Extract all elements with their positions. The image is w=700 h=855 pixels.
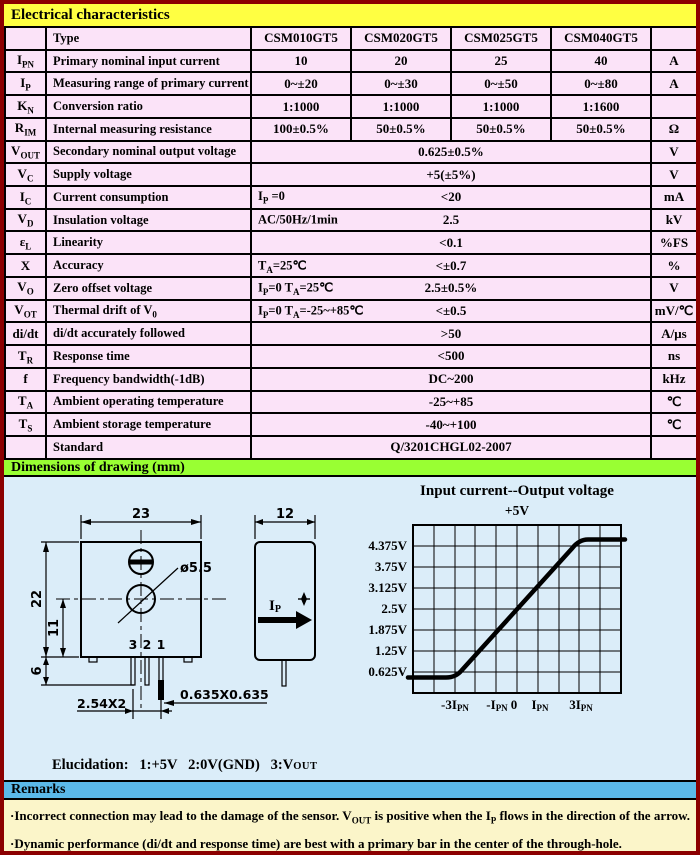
- symbol-cell: $V_{OT}$: [5, 300, 46, 323]
- unit-cell: A/μs: [651, 322, 697, 345]
- value-cell: 1:1600: [551, 95, 651, 118]
- condition-text: $I_P=0$ $T_A=25℃$: [258, 280, 334, 298]
- symbol-cell: $V_D$: [5, 209, 46, 232]
- unit-cell: %FS: [651, 231, 697, 254]
- section-header-remarks: [4, 780, 696, 800]
- parameter-cell: Type: [46, 27, 251, 50]
- unit-cell: kHz: [651, 368, 697, 391]
- parameter-cell: Ambient storage temperature: [46, 413, 251, 436]
- symbol-cell: $T_A$: [5, 391, 46, 414]
- parameter-cell: Frequency bandwidth(-1dB): [46, 368, 251, 391]
- value-cell: 1:1000: [451, 95, 551, 118]
- symbol-cell: $V_C$: [5, 163, 46, 186]
- side-view-drawing: [255, 507, 315, 686]
- electrical-table: [4, 26, 698, 460]
- parameter-cell: Zero offset voltage: [46, 277, 251, 300]
- parameter-cell: Accuracy: [46, 254, 251, 277]
- value-text: +5(±5%): [426, 166, 476, 182]
- value-cell: 0~±80: [551, 72, 651, 95]
- merged-value-cell: [251, 141, 651, 164]
- parameter-cell: Linearity: [46, 231, 251, 254]
- graph-y-axis-labels: [368, 538, 407, 679]
- merged-value-cell: [251, 209, 651, 232]
- table-row: [5, 50, 697, 73]
- dimensions-section: [4, 477, 696, 780]
- merged-value-cell: [251, 345, 651, 368]
- value-cell: 10: [251, 50, 351, 73]
- parameter-cell: di/dt accurately followed: [46, 322, 251, 345]
- unit-cell: V: [651, 141, 697, 164]
- unit-cell: A: [651, 50, 697, 73]
- value-cell: 1:1000: [251, 95, 351, 118]
- merged-value-cell: [251, 186, 651, 209]
- table-row: [5, 27, 697, 50]
- parameter-cell: Response time: [46, 345, 251, 368]
- section-title-dimensions: Dimensions of drawing (mm): [11, 459, 185, 475]
- svg-text:3IPN: 3IPN: [569, 696, 593, 713]
- table-row: [5, 186, 697, 209]
- condition-text: $I_P =0$: [258, 189, 285, 206]
- unit-cell: Ω: [651, 118, 697, 141]
- value-text: Q/3201CHGL02-2007: [390, 439, 512, 455]
- value-cell: 0~±30: [351, 72, 451, 95]
- symbol-cell: X: [5, 254, 46, 277]
- parameter-cell: Ambient operating temperature: [46, 391, 251, 414]
- merged-value-cell: [251, 368, 651, 391]
- value-cell: CSM025GT5: [451, 27, 551, 50]
- table-row: [5, 277, 697, 300]
- symbol-cell: $T_S$: [5, 413, 46, 436]
- symbol-cell: $R_{IM}$: [5, 118, 46, 141]
- merged-value-cell: [251, 436, 651, 459]
- unit-cell: A: [651, 72, 697, 95]
- electrical-table-body: [5, 27, 697, 459]
- io-graph: [368, 483, 625, 713]
- merged-value-cell: [251, 163, 651, 186]
- value-cell: CSM010GT5: [251, 27, 351, 50]
- value-text: <±0.5: [435, 302, 467, 318]
- value-text: DC~200: [428, 371, 474, 387]
- svg-text:-3IPN: -3IPN: [441, 696, 469, 713]
- svg-text:4.375V: 4.375V: [368, 537, 407, 553]
- value-text: -25~+85: [428, 393, 474, 409]
- condition-text: $T_A=25℃$: [258, 257, 307, 275]
- svg-text:-IPN: -IPN: [486, 696, 508, 713]
- table-row: [5, 231, 697, 254]
- unit-cell: [651, 95, 697, 118]
- value-text: <±0.7: [435, 257, 467, 273]
- table-row: [5, 322, 697, 345]
- table-row: [5, 209, 697, 232]
- value-cell: 50±0.5%: [551, 118, 651, 141]
- symbol-cell: $I_{PN}$: [5, 50, 46, 73]
- symbol-cell: f: [5, 368, 46, 391]
- symbol-cell: $\varepsilon_L$: [5, 231, 46, 254]
- svg-text:2.5V: 2.5V: [381, 600, 407, 616]
- graph-supply-label: +5V: [504, 502, 530, 518]
- table-row: [5, 254, 697, 277]
- svg-text:0: 0: [510, 696, 518, 712]
- graph-title: Input current--Output voltage: [420, 482, 614, 499]
- hole-diameter-label: ø5.5: [180, 560, 212, 576]
- svg-text:1.25V: 1.25V: [374, 642, 407, 658]
- pin-number-1: 1: [156, 636, 166, 652]
- parameter-cell: Measuring range of primary current: [46, 72, 251, 95]
- value-text: 0.625±0.5%: [418, 143, 484, 159]
- symbol-cell: [5, 436, 46, 459]
- value-cell: 20: [351, 50, 451, 73]
- table-row: [5, 391, 697, 414]
- section-title-electrical: Electrical characteristics: [11, 7, 170, 23]
- unit-cell: [651, 436, 697, 459]
- symbol-cell: $K_N$: [5, 95, 46, 118]
- table-row: [5, 72, 697, 95]
- parameter-cell: Primary nominal input current: [46, 50, 251, 73]
- svg-text:IPN: IPN: [531, 696, 549, 713]
- merged-value-cell: [251, 231, 651, 254]
- unit-cell: ℃: [651, 391, 697, 414]
- front-width-label: 23: [131, 506, 151, 522]
- value-text: 2.5±0.5%: [424, 280, 478, 296]
- section-title-remarks: Remarks: [11, 781, 66, 797]
- symbol-cell: $I_P$: [5, 72, 46, 95]
- merged-value-cell: [251, 277, 651, 300]
- parameter-cell: Insulation voltage: [46, 209, 251, 232]
- pin-length-label: 6: [30, 666, 45, 676]
- table-row: [5, 141, 697, 164]
- value-cell: 25: [451, 50, 551, 73]
- parameter-cell: Standard: [46, 436, 251, 459]
- condition-text: $I_P=0$ $T_A=-25\sim+85℃$: [258, 303, 364, 320]
- unit-cell: mV/℃: [651, 300, 697, 323]
- pin-size-label: 0.635X0.635: [180, 686, 269, 702]
- unit-cell: [651, 27, 697, 50]
- table-row: [5, 118, 697, 141]
- remarks-body: [4, 800, 696, 853]
- pin-pitch-label: 2.54X2: [77, 695, 127, 711]
- condition-text: AC/50Hz/1min: [258, 212, 338, 227]
- remark-line-1: ·Incorrect connection may lead to the damage of the sensor. $V_{OUT}$ is positive when the $I_P$ flows in the direction of the arrow.: [10, 807, 691, 826]
- table-row: [5, 300, 697, 323]
- section-header-electrical: [4, 4, 696, 26]
- table-row: [5, 413, 697, 436]
- value-cell: 1:1000: [351, 95, 451, 118]
- unit-cell: ns: [651, 345, 697, 368]
- unit-cell: V: [651, 163, 697, 186]
- unit-cell: V: [651, 277, 697, 300]
- elucidation-line: Elucidation: 1:+5V 2:0V(GND) 3:VOUT: [52, 756, 318, 773]
- svg-text:3.75V: 3.75V: [374, 558, 407, 574]
- value-cell: CSM040GT5: [551, 27, 651, 50]
- parameter-cell: Thermal drift of $V_0$: [46, 300, 251, 323]
- parameter-cell: Current consumption: [46, 186, 251, 209]
- unit-cell: ℃: [651, 413, 697, 436]
- remark-line-2: ·Dynamic performance (di/dt and response time) are best with a primary bar in the center of the through-hole.: [10, 836, 622, 852]
- table-row: [5, 163, 697, 186]
- current-direction-arrow: [258, 611, 312, 629]
- symbol-cell: $V_{OUT}$: [5, 141, 46, 164]
- merged-value-cell: [251, 413, 651, 436]
- dimensions-drawing-svg: [4, 477, 696, 780]
- table-row: [5, 345, 697, 368]
- symbol-cell: [5, 27, 46, 50]
- value-text: <0.1: [439, 234, 463, 250]
- symbol-cell: $T_R$: [5, 345, 46, 368]
- parameter-cell: Supply voltage: [46, 163, 251, 186]
- front-height-label: 22: [30, 589, 45, 608]
- value-cell: 100±0.5%: [251, 118, 351, 141]
- parameter-cell: Conversion ratio: [46, 95, 251, 118]
- unit-cell: mA: [651, 186, 697, 209]
- value-text: <20: [440, 189, 462, 205]
- unit-cell: kV: [651, 209, 697, 232]
- table-row: [5, 436, 697, 459]
- hole-offset-label: 11: [47, 618, 62, 637]
- value-text: -40~+100: [425, 416, 477, 432]
- section-header-dimensions: [4, 460, 696, 477]
- merged-value-cell: [251, 391, 651, 414]
- symbol-cell: $V_O$: [5, 277, 46, 300]
- merged-value-cell: [251, 254, 651, 277]
- value-cell: 0~±20: [251, 72, 351, 95]
- merged-value-cell: [251, 322, 651, 345]
- value-text: 2.5: [442, 212, 460, 228]
- value-cell: 0~±50: [451, 72, 551, 95]
- symbol-cell: $I_C$: [5, 186, 46, 209]
- pin-number-2: 2: [142, 636, 152, 652]
- svg-text:3.125V: 3.125V: [368, 579, 407, 595]
- value-text: <500: [437, 348, 465, 364]
- value-cell: 50±0.5%: [451, 118, 551, 141]
- value-cell: 50±0.5%: [351, 118, 451, 141]
- symbol-cell: di/dt: [5, 322, 46, 345]
- value-text: >50: [440, 325, 462, 341]
- pin-number-3: 3: [128, 636, 138, 652]
- graph-x-axis-labels: [441, 697, 593, 713]
- table-row: [5, 368, 697, 391]
- parameter-cell: Internal measuring resistance: [46, 118, 251, 141]
- primary-current-label: IP: [269, 597, 281, 615]
- unit-cell: %: [651, 254, 697, 277]
- front-view-drawing: [30, 507, 269, 719]
- svg-text:0.625V: 0.625V: [368, 663, 407, 679]
- value-cell: CSM020GT5: [351, 27, 451, 50]
- value-cell: 40: [551, 50, 651, 73]
- side-width-label: 12: [275, 506, 295, 522]
- svg-text:1.875V: 1.875V: [368, 621, 407, 637]
- merged-value-cell: [251, 300, 651, 323]
- parameter-cell: Secondary nominal output voltage: [46, 141, 251, 164]
- table-row: [5, 95, 697, 118]
